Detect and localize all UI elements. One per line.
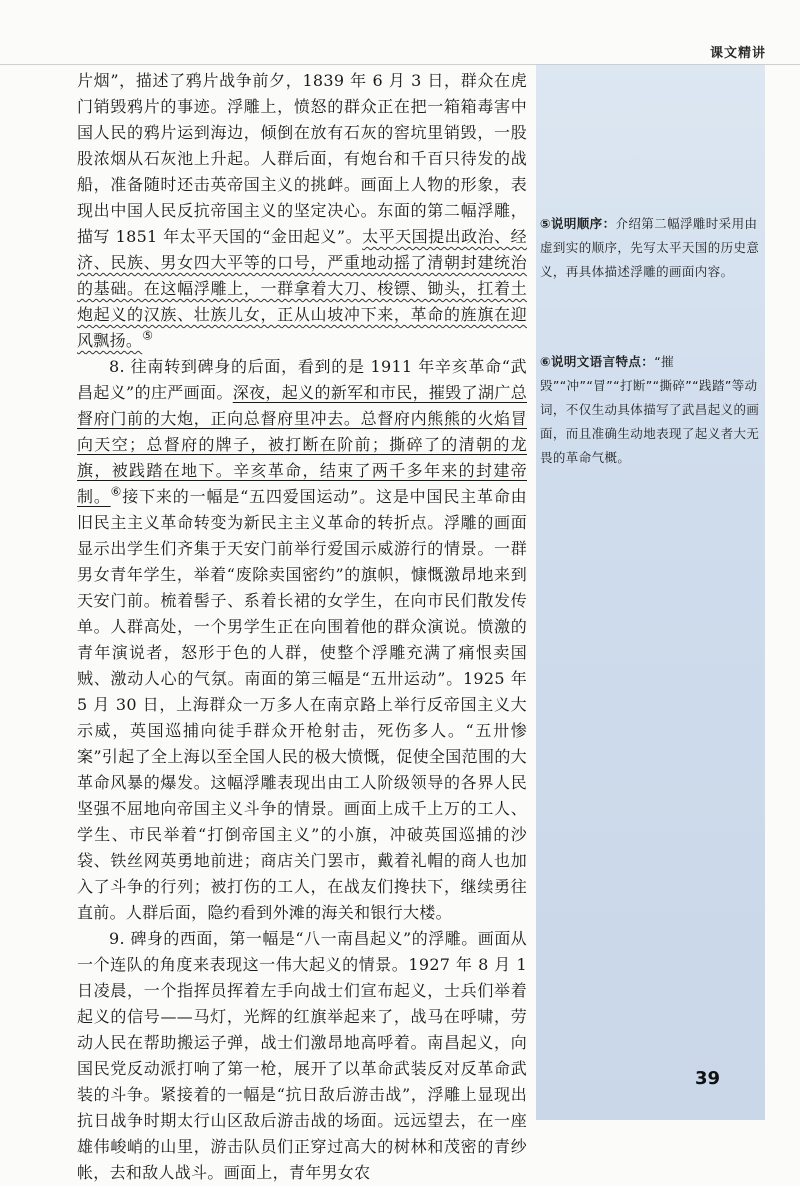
annotation-marker-6: ⑥ — [110, 484, 123, 499]
paragraph-opium — [77, 68, 527, 354]
note-heading: ⑥说明文语言特点： — [540, 354, 655, 369]
paragraph-wuchang — [77, 354, 527, 926]
paragraph-text: 接下来的一幅是“五四爱国运动”。这是中国民主革命由旧民主主义革命转变为新民主主义革命的转折点。浮雕的画面显示出学生们齐集于天安门前举行爱国示威游行的情景。一群男女青年学生，举着“废除卖国密约”的旗帜，慷慨激昂地来到天安门前。梳着髻子、系着长裙的女学生，在向市民们散发传单。人群高处，一个男学生正在向围着他的群众演说。愤激的青年演说者，怒形于色的人群，使整个浮雕充满了痛恨卖国贼、激动人心的气氛。南面的第三幅是“五卅运动”。1925 年 5 月 30 日，上海群众一万多人在南京路上举行反帝国主义大示威，英国巡捕向徒手群众开枪射击，死伤多人。“五卅惨案”引起了全上海以至全国人民的极大愤慨，促使全国范围的大革命风暴的爆发。这幅浮雕表现出由工人阶级领导的各界人民坚强不屈地向帝国主义斗争的情景。画面上成千上万的工人、学生、市民举着“打倒帝国主义”的小旗，冲破英国巡捕的沙袋、铁丝网英勇地前进；商店关门罢市，戴着礼帽的商人也加入了斗争的行列；被打伤的工人，在战友们搀扶下，继续勇往直前。人群后面，隐约看到外滩的海关和银行大楼。 — [77, 487, 527, 922]
paragraph-text: 9. 碑身的西面，第一幅是“八一南昌起义”的浮雕。画面从一个连队的角度来表现这一伟大起义的情景。1927 年 8 月 1 日凌晨，一个指挥员挥着左手向战士们宣布起义，士兵们举着起义的信号——马灯，光辉的红旗举起来了，战马在呼啸，劳动人民在帮助搬运子弹，战士们激昂地高呼着。南昌起义，向国民党反动派打响了第一枪，展开了以革命武装反对反革命武装的斗争。紧接着的一幅是“抗日敌后游击战”，浮雕上显现出抗日战争时期太行山区敌后游击战的场面。远远望去，在一座雄伟峻峭的山里，游击队员们正穿过高大的树林和茂密的青纱帐，去和敌人战斗。画面上，青年男女农 — [77, 929, 527, 1182]
section-label: 课文精讲 — [709, 46, 766, 61]
annotation-note-5 — [540, 212, 762, 284]
note-body: 介绍第二幅浮雕时采用由虚到实的顺序，先写太平天国的历史意义，再具体描述浮雕的画面内容。 — [540, 216, 760, 279]
underlined-text-taiping: 太平天国提出政治、经济、民族、男女四大平等的口号，严重地动摇了清朝封建统治的基础。在这幅浮雕上，一群拿着大刀、梭镖、锄头，扛着土炮起义的汉族、壮族儿女，正从山坡冲下来，革命的旌旗在迎风飘扬。 — [77, 227, 527, 350]
main-text — [77, 68, 527, 1186]
note-heading: ⑤说明顺序： — [540, 216, 616, 231]
annotation-note-6 — [540, 350, 762, 470]
note-body: “摧毁”“冲”“冒”“打断”“撕碎”“践踏”等动词，不仅生动具体描写了武昌起义的画面，而且准确生动地表现了起义者大无畏的革命气概。 — [540, 354, 760, 465]
page-number: 39 — [694, 1068, 720, 1089]
annotation-marker-5: ⑤ — [142, 328, 154, 343]
paragraph-nanchang — [77, 926, 527, 1186]
underlined-text-wuchang: 深夜，起义的新军和市民，摧毁了湖广总督府门前的大炮，正向总督府里冲去。总督府内熊熊的火焰冒向天空；总督府的牌子，被打断在阶前；撕碎了的清朝的龙旗，被践踏在地下。辛亥革命，结束了两千多年来的封建帝制。 — [77, 383, 527, 506]
paragraph-text: 片烟”，描述了鸦片战争前夕，1839 年 6 月 3 日，群众在虎门销毁鸦片的事迹。浮雕上，愤怒的群众正在把一箱箱毒害中国人民的鸦片运到海边，倾倒在放有石灰的窖坑里销毁，一股股浓烟从石灰池上升起。人群后面，有炮台和千百只待发的战船，准备随时还击英帝国主义的挑衅。画面上人物的形象，表现出中国人民反抗帝国主义的坚定决心。东面的第二幅浮雕，描写 1851 年太平天国的“金田起义”。 — [77, 71, 527, 246]
paragraph-text: 8. 往南转到碑身的后面，看到的是 1911 年辛亥革命“武昌起义”的庄严画面。 — [77, 357, 527, 402]
